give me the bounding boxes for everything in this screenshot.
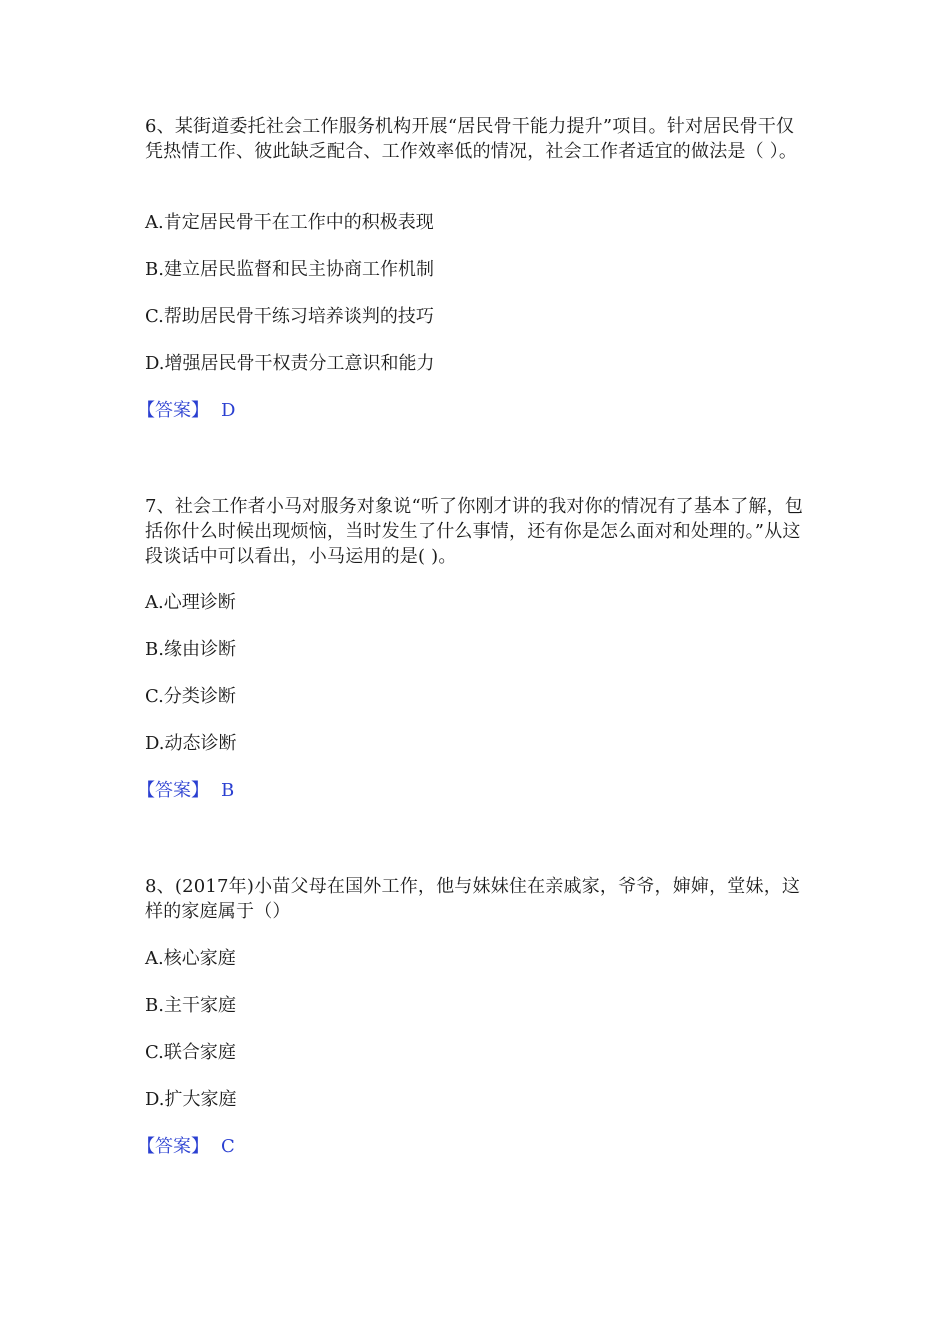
answer-label: 【答案】 [137, 780, 209, 801]
question-8 [137, 874, 805, 1157]
option-c: C.联合家庭 [145, 1042, 236, 1063]
answer-label: 【答案】 [137, 400, 209, 421]
option-d: D.增强居民骨干权责分工意识和能力 [145, 353, 435, 374]
question-stem: 8、(2017年)小苗父母在国外工作，他与妹妹住在亲戚家，爷爷，婶婶，堂妹，这样的家庭属于（） [145, 876, 801, 922]
option-c: C.分类诊断 [145, 686, 236, 707]
option-b: B.建立居民监督和民主协商工作机制 [145, 259, 434, 280]
option-b: B.主干家庭 [145, 995, 236, 1016]
answer-line [137, 778, 235, 803]
option-b: B.缘由诊断 [145, 639, 236, 660]
option-a: A.肯定居民骨干在工作中的积极表现 [145, 212, 434, 233]
answer-value: B [221, 780, 235, 801]
option-a: A.心理诊断 [145, 592, 236, 613]
question-6 [137, 114, 805, 421]
answer-value: D [221, 400, 236, 421]
option-c: C.帮助居民骨干练习培养谈判的技巧 [145, 306, 434, 327]
question-stem: 7、社会工作者小马对服务对象说“听了你刚才讲的我对你的情况有了基本了解，包括你什么时候出现烦恼，当时发生了什么事情，还有你是怎么面对和处理的。”从这段谈话中可以看出，小马运用的是( )。 [145, 496, 804, 567]
option-a: A.核心家庭 [145, 948, 236, 969]
question-stem: 6、某街道委托社会工作服务机构开展“居民骨干能力提升”项目。针对居民骨干仅凭热情工作、彼此缺乏配合、工作效率低的情况，社会工作者适宜的做法是（ ）。 [145, 116, 798, 162]
answer-line [137, 398, 236, 423]
answer-value: C [221, 1136, 235, 1157]
question-7 [137, 494, 805, 801]
answer-label: 【答案】 [137, 1136, 209, 1157]
option-d: D.动态诊断 [145, 733, 237, 754]
option-d: D.扩大家庭 [145, 1089, 237, 1110]
answer-line [137, 1134, 235, 1159]
